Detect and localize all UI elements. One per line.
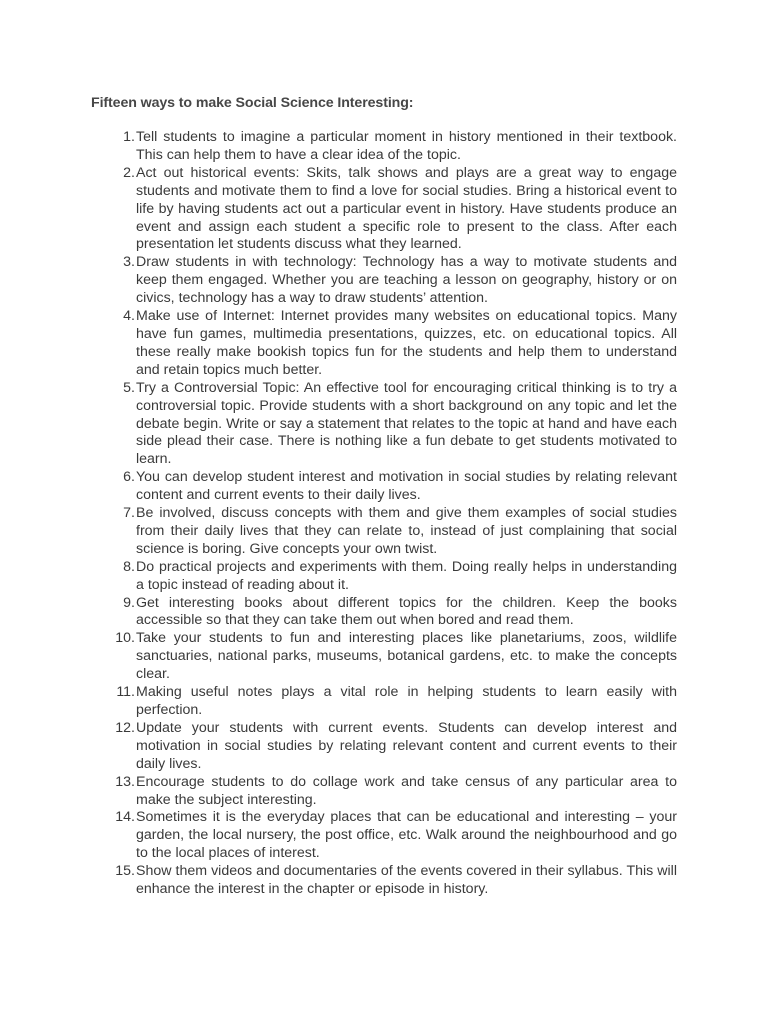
list-item-text: Tell students to imagine a particular moment in history mentioned in their textbook. This can help them to have a clear idea of the topic. <box>136 129 677 163</box>
list-item-number: 3. <box>123 254 135 271</box>
list-item <box>123 129 677 165</box>
list-item-number: 10. <box>115 630 135 647</box>
list-item <box>115 719 677 774</box>
list-item <box>115 773 677 810</box>
list-item-text: Be involved, discuss concepts with them and give them examples of social studies from their daily lives that they can relate to, instead of just complaining that social science is boring. Give concepts your own twist. <box>136 505 677 557</box>
list-item-text: Try a Controversial Topic: An effective tool for encouraging critical thinking is to try a controversial topic. Provide students with a short background on any topic and let the debate begin. Write or say a statement that relates to the topic at hand and have each side plead their case. There is nothing like a fun debate to get students motivated to learn. <box>136 379 677 468</box>
list-item-number: 14. <box>115 809 135 826</box>
list-item-text: You can develop student interest and motivation in social studies by relating relevant content and current events to their daily lives. <box>136 469 677 504</box>
list-item <box>123 505 677 559</box>
list-item-number: 4. <box>123 308 135 325</box>
list-item-number: 6. <box>123 469 135 486</box>
list-item <box>116 684 677 720</box>
list-item <box>123 379 677 470</box>
list-item-number: 11. <box>116 684 135 701</box>
list-item-text: Get interesting books about different topics for the children. Keep the books accessible so that they can take them out when bored and read them. <box>136 594 677 629</box>
list-item <box>123 254 677 308</box>
list-item-text: Show them videos and documentaries of the events covered in their syllabus. This will enhance the interest in the chapter or episode in history. <box>136 863 677 898</box>
list-item-number: 7. <box>123 505 135 522</box>
list-item-text: Update your students with current events. Students can develop interest and motivation in social studies by relating relevant content and current events to their daily lives. <box>136 719 677 772</box>
document-title: Fifteen ways to make Social Science Interesting: <box>91 95 414 111</box>
list-item <box>115 809 677 863</box>
list-item-text: Draw students in with technology: Technology has a way to motivate students and keep them engaged. Whether you are teaching a lesson on geography, history or on civics, technology has a way to draw students’ attention. <box>136 254 677 307</box>
list-item <box>115 630 677 684</box>
list-item-number: 1. <box>123 129 135 145</box>
list-item <box>123 558 677 595</box>
list-item-number: 12. <box>115 719 135 736</box>
list-item-number: 15. <box>115 863 135 880</box>
list-item <box>123 308 677 380</box>
list-item-text: Do practical projects and experiments with them. Doing really helps in understanding a topic instead of reading about it. <box>136 558 677 593</box>
list-item-number: 8. <box>123 558 135 575</box>
list-item <box>115 863 677 899</box>
list-item <box>123 594 677 631</box>
tips-list <box>115 129 677 899</box>
list-item-text: Sometimes it is the everyday places that can be educational and interesting – your garden, the local nursery, the post office, etc. Walk around the neighbourhood and go to the local places of interest. <box>136 809 677 862</box>
list-item <box>123 164 677 255</box>
list-item-text: Making useful notes plays a vital role in helping students to learn easily with perfection. <box>136 684 677 718</box>
list-item-number: 13. <box>115 773 135 790</box>
list-item <box>123 469 677 505</box>
list-item-text: Make use of Internet: Internet provides many websites on educational topics. Many have fun games, multimedia presentations, quizzes, etc. on educational topics. All these really make bookish topics fun for the students and help them to understand and retain topics much better. <box>136 308 677 378</box>
list-item-text: Take your students to fun and interesting places like planetariums, zoos, wildlife sanctuaries, national parks, museums, botanical gardens, etc. to make the concepts clear. <box>136 630 677 683</box>
list-item-text: Encourage students to do collage work and take census of any particular area to make the subject interesting. <box>136 773 677 808</box>
list-item-number: 5. <box>123 379 135 396</box>
list-item-number: 2. <box>123 164 135 181</box>
list-item-number: 9. <box>123 594 135 611</box>
list-item-text: Act out historical events: Skits, talk shows and plays are a great way to engage students and motivate them to find a love for social studies. Bring a historical event to life by having students act out a particular event in history. Have students produce an event and assign each student a specific role to present to the class. After each presentation let students discuss what they learned. <box>136 164 677 253</box>
